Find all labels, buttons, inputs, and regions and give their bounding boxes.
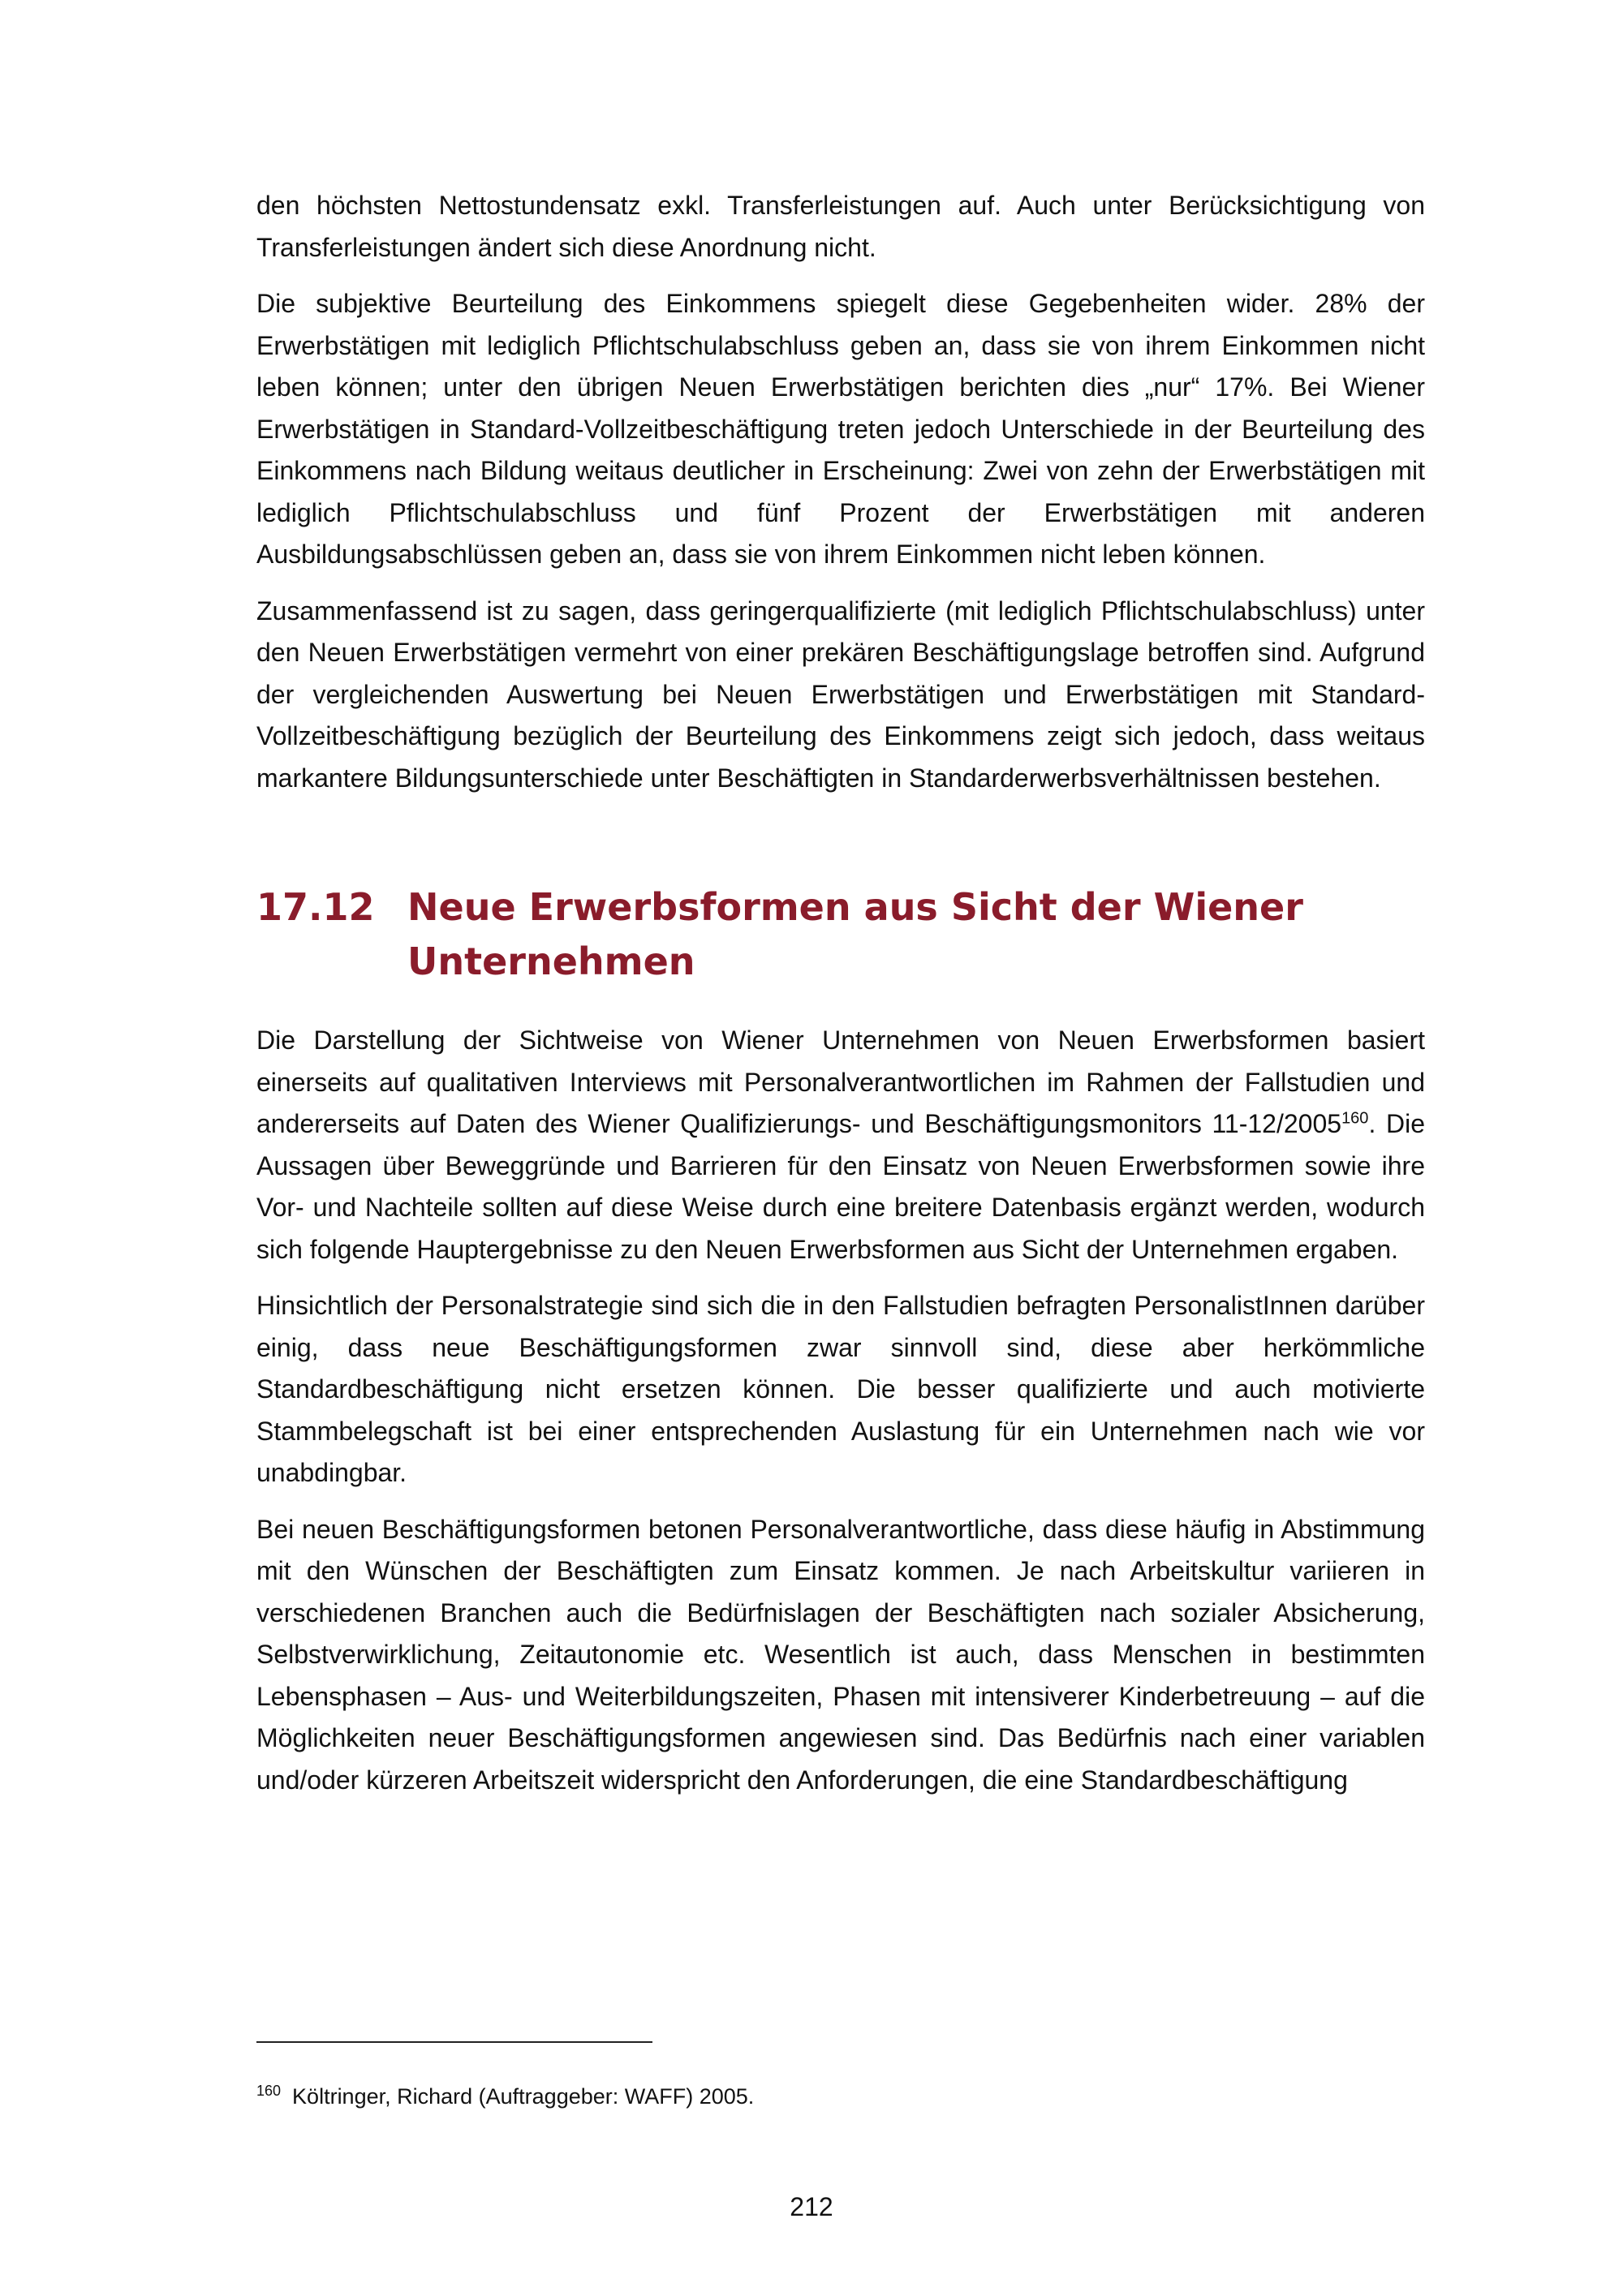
body-paragraph: Hinsichtlich der Personalstrategie sind sich die in den Fallstudien befragten PersonalistInnen darüber einig, dass neue Beschäftigungsformen zwar sinnvoll sind, diese aber herkömmliche Standardbeschäftigung nicht ersetzen können. Die besser qualifizierte und auch motivierte Stammbelegschaft ist bei einer entsprechenden Auslastung für ein Unternehmen nach wie vor unabdingbar. bbox=[256, 1291, 1425, 1487]
footnote-reference[interactable]: 160 bbox=[1341, 1109, 1369, 1128]
body-paragraph: den höchsten Nettostundensatz exkl. Transferleistungen auf. Auch unter Berücksichtigung von Transferleistungen ändert sich diese Anordnung nicht. bbox=[256, 191, 1425, 262]
footnote-separator bbox=[256, 2041, 652, 2043]
body-paragraph bbox=[256, 1020, 1425, 1271]
body-paragraph: Bei neuen Beschäftigungsformen betonen Personalverantwortliche, dass diese häufig in Abstimmung mit den Wünschen der Beschäftigten zum Einsatz kommen. Je nach Arbeitskultur variieren in verschiedenen Branchen auch die Bedürfnislagen der Beschäftigten nach sozialer Absicherung, Selbstverwirklichung, Zeitautonomie etc. Wesentlich ist auch, dass Menschen in bestimmten Lebensphasen – Aus- und Weiterbildungszeiten, Phasen mit intensiverer Kinderbetreuung – auf die Möglichkeiten neuer Beschäftigungsformen angewiesen sind. Das Bedürfnis nach einer variablen und/oder kürzeren Arbeitszeit widerspricht den Anforderungen, die eine Standardbeschäftigung bbox=[256, 1514, 1425, 1795]
paragraph-text: Die Darstellung der Sichtweise von Wiener Unternehmen von Neuen Erwerbsformen basiert einerseits auf qualitativen Interviews mit Personalverantwortlichen im Rahmen der Fallstudien und andererseits auf Daten des Wiener Qualifizierungs- und Beschäftigungsmonitors 11-12/2005 bbox=[256, 1025, 1425, 1138]
paragraph-text: . Die Aussagen über Beweggründe und Barrieren für den Einsatz von Neuen Erwerbsformen sowie ihre Vor- und Nachteile sollten auf diese Weise durch eine breitere Datenbasis ergänzt werden, wodurch sich folgende Hauptergebnisse zu den Neuen Erwerbsformen aus Sicht der Unternehmen ergaben. bbox=[256, 1109, 1426, 1264]
footnote-text: Költringer, Richard (Auftraggeber: WAFF) 2005. bbox=[292, 2084, 755, 2109]
body-paragraph: Zusammenfassend ist zu sagen, dass geringerqualifizierte (mit lediglich Pflichtschulabschluss) unter den Neuen Erwerbstätigen vermehrt von einer prekären Beschäftigungslage betroffen sind. Aufgrund der vergleichenden Auswertung bei Neuen Erwerbstätigen und Erwerbstätigen mit Standard-Vollzeitbeschäftigung bezüglich der Beurteilung des Einkommens zeigt sich jedoch, dass weitaus markantere Bildungsunterschiede unter Beschäftigten in Standarderwerbsverhältnissen bestehen. bbox=[256, 595, 1425, 793]
page-number: 212 bbox=[790, 2192, 833, 2221]
footnote-number: 160 bbox=[256, 2083, 282, 2099]
page-body bbox=[256, 185, 1425, 1816]
section-number: 17.12 bbox=[256, 885, 375, 929]
section-heading bbox=[256, 880, 1425, 989]
body-paragraph: Die subjektive Beurteilung des Einkommens spiegelt diese Gegebenheiten wider. 28% der Erwerbstätigen mit lediglich Pflichtschulabschluss geben an, dass sie von ihrem Einkommen nicht leben können; unter den übrigen Neuen Erwerbstätigen berichten dies „nur“ 17%. Bei Wiener Erwerbstätigen in Standard-Vollzeitbeschäftigung treten jedoch Unterschiede in der Beurteilung des Einkommens nach Bildung weitaus deutlicher in Erscheinung: Zwei von zehn der Erwerbstätigen mit lediglich Pflichtschulabschluss und fünf Prozent der Erwerbstätigen mit anderen Ausbildungsabschlüssen geben an, dass sie von ihrem Einkommen nicht leben können. bbox=[256, 289, 1425, 569]
section-title: Neue Erwerbsformen aus Sicht der Wiener Unternehmen bbox=[407, 885, 1303, 983]
footnote bbox=[256, 2082, 754, 2111]
